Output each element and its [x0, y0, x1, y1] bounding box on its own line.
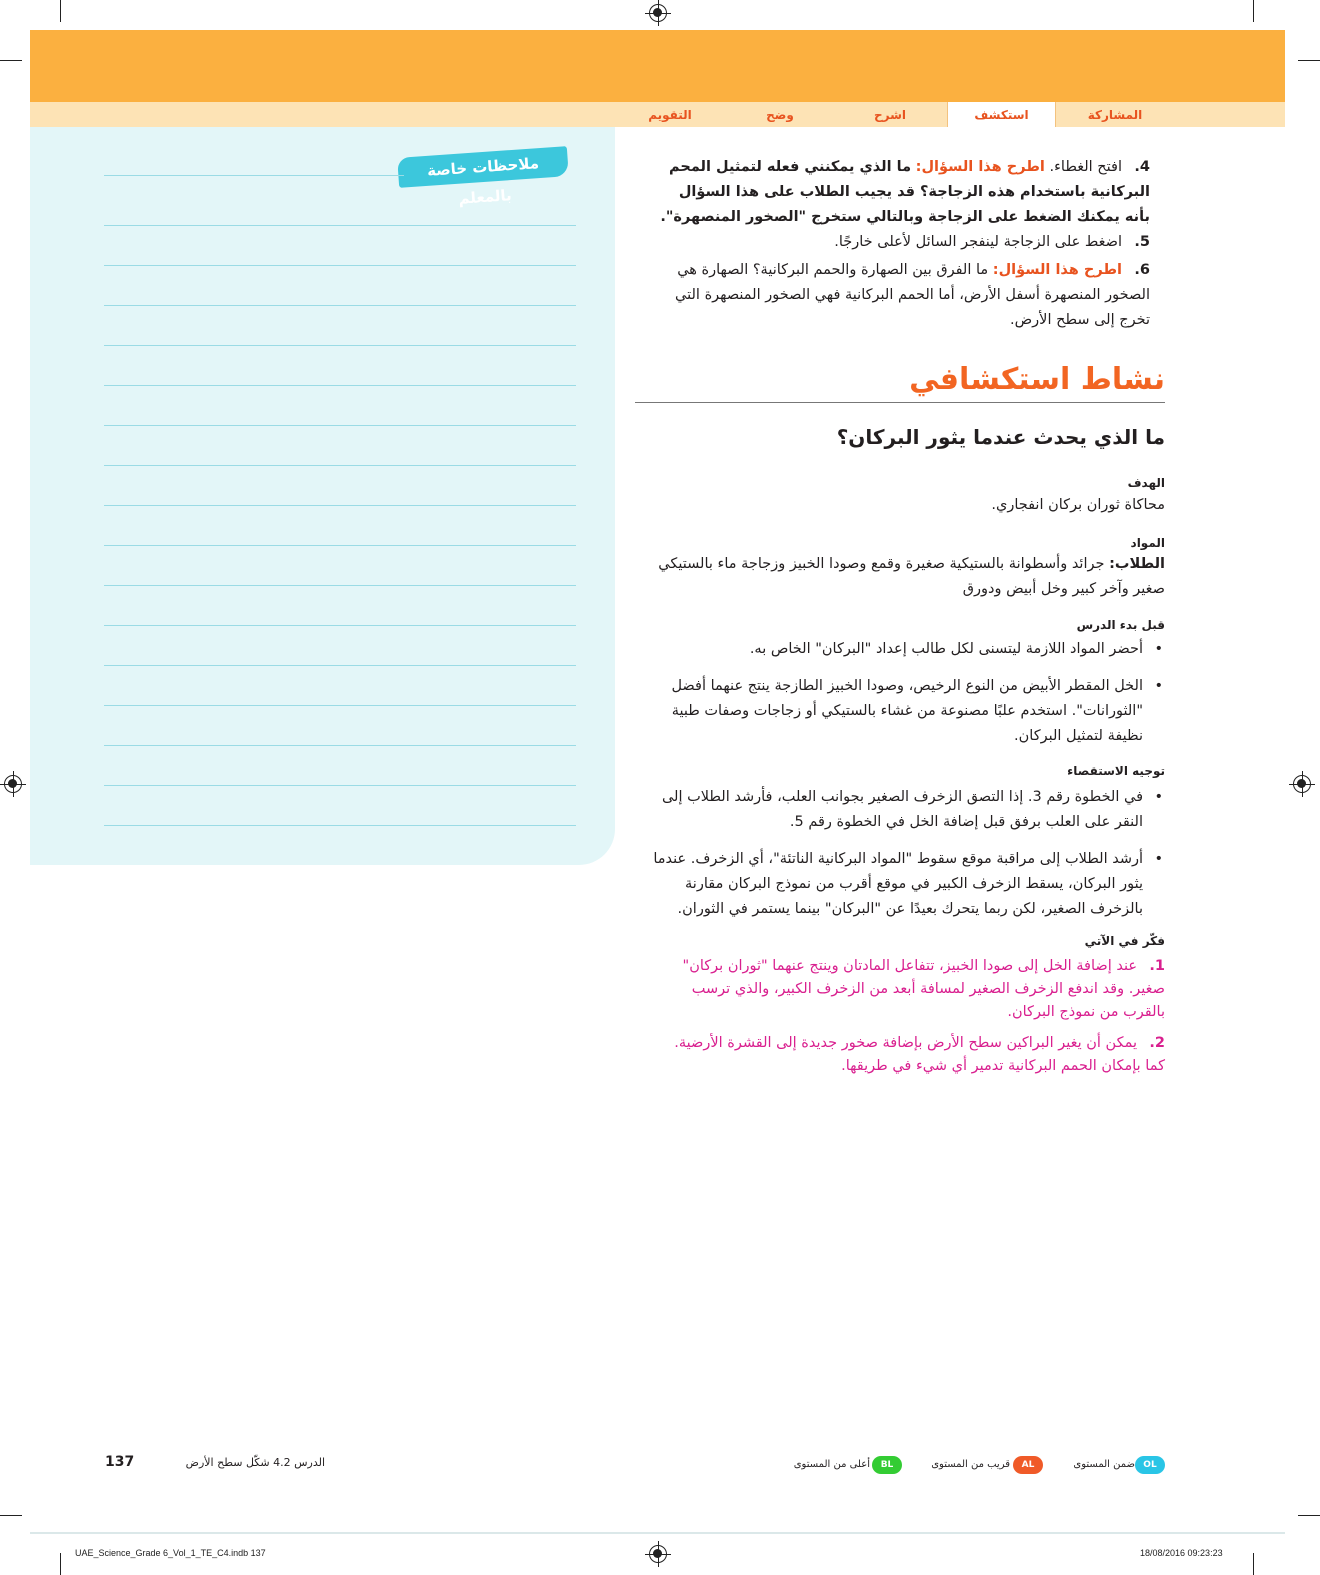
before-lesson-label: قبل بدء الدرس — [1076, 618, 1165, 632]
think-about-label: فكّر في الآتي — [1084, 934, 1165, 948]
think-item-2 — [660, 1032, 1165, 1078]
step-item-4 — [660, 155, 1150, 230]
tab-elaborate[interactable]: وضح — [766, 108, 794, 122]
step-item-5 — [660, 230, 1150, 255]
note-line — [104, 665, 576, 666]
level-label: قريب من المستوى — [931, 1459, 1010, 1470]
footer-line — [30, 1532, 1285, 1534]
note-line — [104, 705, 576, 706]
answer-text: يمكن أن يغير البراكين سطح الأرض بإضافة صخور جديدة إلى القشرة الأرضية. كما بإمكان الحمم البركانية تدمير أي شيء في طريقها. — [674, 1035, 1165, 1074]
activity-question: ما الذي يحدث عندما يثور البركان؟ — [836, 425, 1165, 449]
note-line — [104, 385, 576, 386]
before-lesson-list — [635, 637, 1165, 761]
answer-text: عند إضافة الخل إلى صودا الخبيز، تتفاعل المادتان وينتج عنهما "ثوران بركان" صغير. وقد اندفع الزخرف الصغير لمسافة أبعد من الزخرف الكبير، والذي ترسب بالقرب من نموذج البركان. — [682, 958, 1165, 1020]
note-line — [104, 345, 576, 346]
crop-mark — [0, 1515, 22, 1516]
materials-label: المواد — [1130, 536, 1165, 550]
registration-mark-icon — [1293, 775, 1311, 793]
timestamp: 18/08/2016 09:23:23 — [1140, 1548, 1223, 1558]
note-line — [104, 225, 576, 226]
note-line — [104, 505, 576, 506]
tab-engage[interactable]: المشاركة — [1087, 108, 1143, 122]
tab-explain[interactable]: اشرح — [873, 108, 907, 122]
registration-mark-icon — [649, 1545, 667, 1563]
note-line — [104, 625, 576, 626]
level-badge-bl: BL — [872, 1456, 902, 1474]
guide-inquiry-list — [635, 785, 1165, 934]
note-line — [104, 585, 576, 586]
tab-strip — [30, 102, 1285, 127]
teacher-notes-panel — [30, 127, 615, 865]
crop-mark — [0, 60, 22, 61]
list-item: • الخل المقطر الأبيض من النوع الرخيص، وصودا الخبيز الطازجة ينتج عنهما أفضل "الثورانات". استخدم علبًا مصنوعة من غشاء بالستيكي أو زجاجات وصفات طبية نظيفة لتمثيل البركان. — [635, 674, 1165, 749]
list-item: • أحضر المواد اللازمة ليتسنى لكل طالب إعداد "البركان" الخاص به. — [635, 637, 1165, 662]
note-line — [104, 745, 576, 746]
step-text: اضغط على الزجاجة لينفجر السائل لأعلى خارجًا. — [834, 234, 1122, 250]
tab-explore[interactable]: استكشف — [947, 102, 1056, 127]
note-line — [104, 465, 576, 466]
list-item: • في الخطوة رقم 3. إذا التصق الزخرف الصغير بجوانب العلب، فأرشد الطلاب إلى النقر على العلب برفق قبل إضافة الخل في الخطوة رقم 5. — [635, 785, 1165, 835]
note-line — [104, 305, 576, 306]
crop-mark — [1253, 0, 1254, 22]
note-line — [104, 265, 576, 266]
level-badge-al: AL — [1013, 1456, 1043, 1474]
goal-label: الهدف — [1127, 476, 1165, 490]
crop-mark — [60, 0, 61, 22]
crop-mark — [1253, 1553, 1254, 1575]
step-prefix: افتح الغطاء. — [1049, 159, 1122, 175]
step-number: 4. — [1134, 159, 1150, 175]
note-line — [104, 425, 576, 426]
note-line — [104, 785, 576, 786]
step-number: 2. — [1149, 1035, 1165, 1051]
level-label: ضمن المستوى — [1073, 1459, 1135, 1470]
registration-mark-icon — [4, 775, 22, 793]
list-item: • أرشد الطلاب إلى مراقبة موقع سقوط "المواد البركانية الناتئة"، أي الزخرف. عندما يثور البركان، يسقط الزخرف الكبير في موقع أقرب من نموذج البركان مقارنة بالزخرف الصغير، لكن ربما يتحرك بعيدًا عن "البركان" بينما يستمر في الثوران. — [635, 847, 1165, 922]
materials-list: جرائد وأسطوانة بالستيكية صغيرة وقمع وصودا الخبيز وزجاجة ماء بالستيكي صغير وآخر كبير وخل أبيض ودورق — [658, 556, 1165, 597]
note-line — [104, 175, 404, 176]
activity-heading: نشاط استكشافي — [909, 362, 1165, 397]
guide-inquiry-label: توجيه الاستقصاء — [1067, 764, 1165, 778]
step-number: 6. — [1134, 262, 1150, 278]
materials-text — [635, 552, 1165, 602]
goal-text: محاكاة ثوران بركان انفجاري. — [991, 497, 1165, 513]
heading-rule — [635, 402, 1165, 403]
crop-mark — [1298, 1515, 1320, 1516]
materials-lead: الطلاب: — [1109, 556, 1165, 572]
question-label: اطرح هذا السؤال: — [992, 262, 1122, 278]
header-banner — [30, 30, 1285, 102]
notes-title: ملاحظات خاصة بالمعلم — [397, 146, 569, 188]
crop-mark — [1298, 60, 1320, 61]
note-line — [104, 545, 576, 546]
step-item-6 — [660, 258, 1150, 333]
question-label: اطرح هذا السؤال: — [915, 159, 1045, 175]
step-number: 1. — [1149, 958, 1165, 974]
lesson-label: الدرس 4.2 شكّل سطح الأرض — [185, 1456, 325, 1469]
tab-evaluate[interactable]: التقويم — [648, 108, 692, 122]
note-line — [104, 825, 576, 826]
level-label: أعلى من المستوى — [793, 1459, 870, 1470]
level-legend — [770, 1456, 1170, 1476]
level-badge-ol: OL — [1135, 1456, 1165, 1474]
page-number: 137 — [105, 1454, 135, 1470]
registration-mark-icon — [649, 4, 667, 22]
step-number: 5. — [1134, 234, 1150, 250]
file-info: UAE_Science_Grade 6_Vol_1_TE_C4.indb 137 — [75, 1548, 266, 1558]
think-item-1 — [660, 955, 1165, 1024]
step-text: ما الذي يمكنني فعله لتمثيل المحم البركانية باستخدام هذه الزجاجة؟ قد يجيب الطلاب على هذا السؤال بأنه يمكنك الضغط على الزجاجة وبالتالي ستخرج "الصخور المنصهرة". — [660, 159, 1150, 225]
step-text: ما الفرق بين الصهارة والحمم البركانية؟ الصهارة هي الصخور المنصهرة أسفل الأرض، أما الحمم البركانية فهي الصخور المنصهرة التي تخرج إلى سطح الأرض. — [675, 262, 1150, 328]
crop-mark — [60, 1553, 61, 1575]
